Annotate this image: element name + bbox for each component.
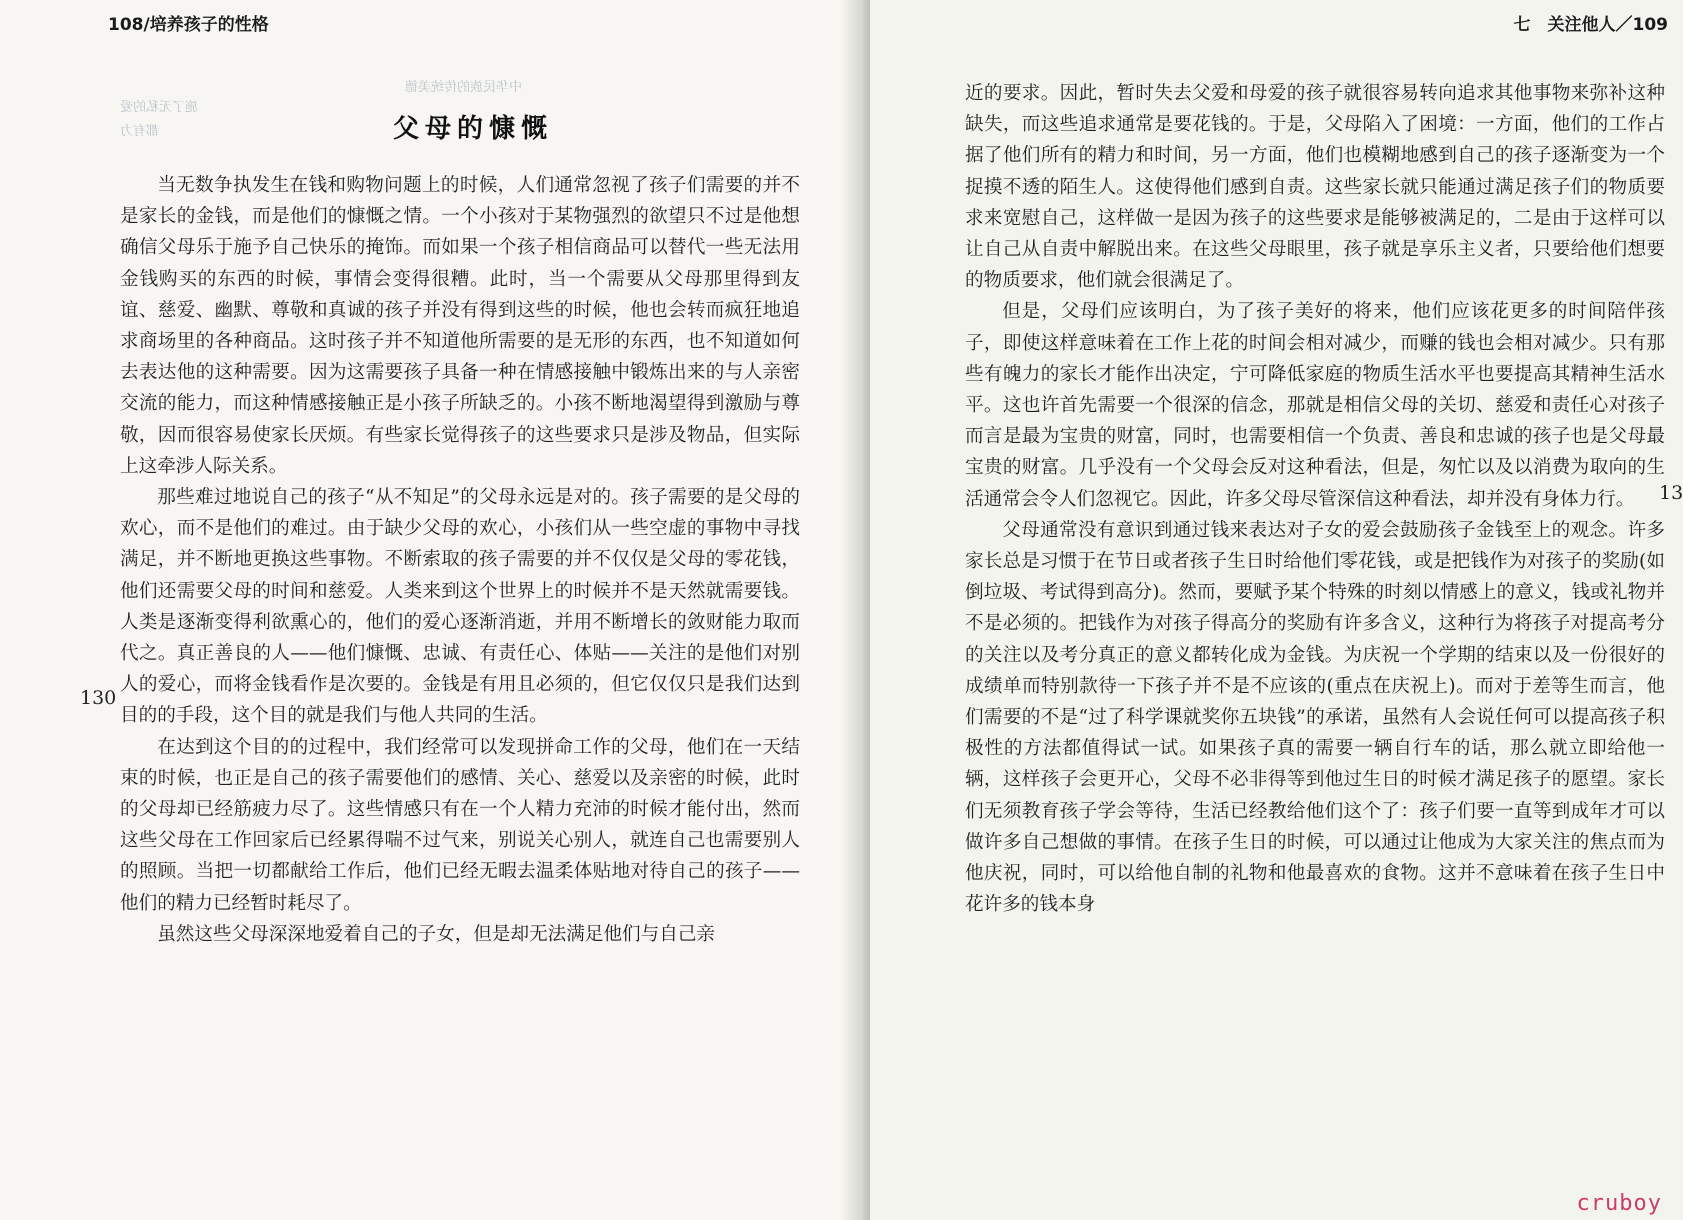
paragraph: 父母通常没有意识到通过钱来表达对子女的爱会鼓励孩子金钱至上的观念。许多家长总是习惯于在节日或者孩子生日时给他们零花钱，或是把钱作为对孩子的奖励(如倒垃圾、考试得到高分)。然而，要赋予某个特殊的时刻以情感上的意义，钱或礼物并不是必须的。把钱作为对孩子得高分的奖励有许多含义，这种行为将孩子对提高考分的关注以及考分真正的意义都转化成为金钱。为庆祝一个学期的结束以及一份很好的成绩单而特别款待一下孩子并不是不应该的(重点在庆祝上)。而对于差等生而言，他们需要的不是“过了科学课就奖你五块钱”的承诺，虽然有人会说任何可以提高孩子积极性的方法都值得试一试。如果孩子真的需要一辆自行车的话，那么就立即给他一辆，这样孩子会更开心，父母不必非得等到他过生日的时候才满足孩子的愿望。家长们无须教育孩子学会等待，生活已经教给他们这个了：孩子们要一直等到成年才可以做许多自己想做的事情。在孩子生日的时候，可以通过让他成为大家关注的焦点而为他庆祝，同时，可以给他自制的礼物和他最喜欢的食物。这并不意味着在孩子生日中花许多的钱本身 [965, 519, 1665, 916]
right-page [870, 0, 1683, 1220]
bleed-through-text-1: 中华民族的传统美德 [405, 80, 523, 95]
paragraph: 那些难过地说自己的孩子“从不知足”的父母永远是对的。孩子需要的是父母的欢心，而不是他们的难过。由于缺少父母的欢心，小孩们从一些空虚的事物中寻找满足，并不断地更换这些事物。不断索取的孩子需要的并不仅仅是父母的零花钱，他们还需要父母的时间和慈爱。人类来到这个世界上的时候并不是天然就需要钱。人类是逐渐变得利欲熏心的，他们的爱心逐渐消逝，并用不断增长的敛财能力取而代之。真正善良的人——他们慷慨、忠诚、有责任心、体贴——关注的是他们对别人的爱心，而将金钱看作是次要的。金钱是有用且必须的，但它仅仅只是我们达到目的的手段，这个目的就是我们与他人共同的生活。 [120, 487, 800, 727]
margin-page-number-left: 130 [80, 687, 117, 709]
paragraph: 虽然这些父母深深地爱着自己的子女，但是却无法满足他们与自己亲 [157, 923, 716, 945]
running-head-right: 七 关注他人／109 [1513, 15, 1668, 35]
paragraph: 在达到这个目的的过程中，我们经常可以发现拼命工作的父母，他们在一天结束的时候，也正是自己的孩子需要他们的感情、关心、慈爱以及亲密的时候，此时的父母却已经筋疲力尽了。这些情感只有在一个人精力充沛的时候才能付出，然而这些父母在工作回家后已经累得喘不过气来，别说关心别人，就连自己也需要别人的照顾。当把一切都献给工作后，他们已经无暇去温柔体贴地对待自己的孩子——他们的精力已经暂时耗尽了。 [120, 736, 800, 914]
section-title: 父母的慷慨 [393, 114, 554, 144]
left-body-text [120, 170, 800, 950]
running-head-left: 108/培养孩子的性格 [108, 15, 269, 35]
watermark-text: cruboy [1576, 1191, 1662, 1216]
paragraph: 但是，父母们应该明白，为了孩子美好的将来，他们应该花更多的时间陪伴孩子，即使这样意味着在工作上花的时间会相对减少，而赚的钱也会相对减少。只有那些有魄力的家长才能作出决定，宁可降低家庭的物质生活水平也要提高其精神生活水平。这也许首先需要一个很深的信念，那就是相信父母的关切、慈爱和责任心对孩子而言是最为宝贵的财富，同时，也需要相信一个负责、善良和忠诚的孩子也是父母最宝贵的财富。几乎没有一个父母会反对这种看法，但是，匆忙以及以消费为取向的生活通常会令人们忽视它。因此，许多父母尽管深信这种看法，却并没有身体力行。 [965, 301, 1665, 510]
bleed-through-text-2: 施了无私的爱 [120, 100, 199, 115]
margin-page-number-right: 13 [1659, 482, 1683, 504]
paragraph: 当无数争执发生在钱和购物问题上的时候，人们通常忽视了孩子们需要的并不是家长的金钱，而是他们的慷慨之情。一个小孩对于某物强烈的欲望只不过是他想确信父母乐于施予自己快乐的掩饰。而如果一个孩子相信商品可以替代一些无法用金钱购买的东西的时候，事情会变得很糟。此时，当一个需要从父母那里得到友谊、慈爱、幽默、尊敬和真诚的孩子并没有得到这些的时候，他也会转而疯狂地追求商场里的各种商品。这时孩子并不知道他所需要的是无形的东西，也不知道如何去表达他的这种需要。因为这需要孩子具备一种在情感接触中锻炼出来的与人亲密交流的能力，而这种情感接触正是小孩子所缺乏的。小孩不断地渴望得到激励与尊敬，因而很容易使家长厌烦。有些家长觉得孩子的这些要求只是涉及物品，但实际上这牵涉人际关系。 [120, 175, 800, 477]
bleed-through-text-3: 都有力 [120, 124, 160, 139]
paragraph: 近的要求。因此，暂时失去父爱和母爱的孩子就很容易转向追求其他事物来弥补这种缺失，而这些追求通常是要花钱的。于是，父母陷入了困境：一方面，他们的工作占据了他们所有的精力和时间，另一方面，他们也模糊地感到自己的孩子逐渐变为一个捉摸不透的陌生人。这使得他们感到自责。这些家长就只能通过满足孩子们的物质要求来宽慰自己，这样做一是因为孩子的这些要求是能够被满足的，二是由于这样可以让自己从自责中解脱出来。在这些父母眼里，孩子就是享乐主义者，只要给他们想要的物质要求，他们就会很满足了。 [965, 83, 1665, 292]
right-body-text [965, 78, 1665, 920]
